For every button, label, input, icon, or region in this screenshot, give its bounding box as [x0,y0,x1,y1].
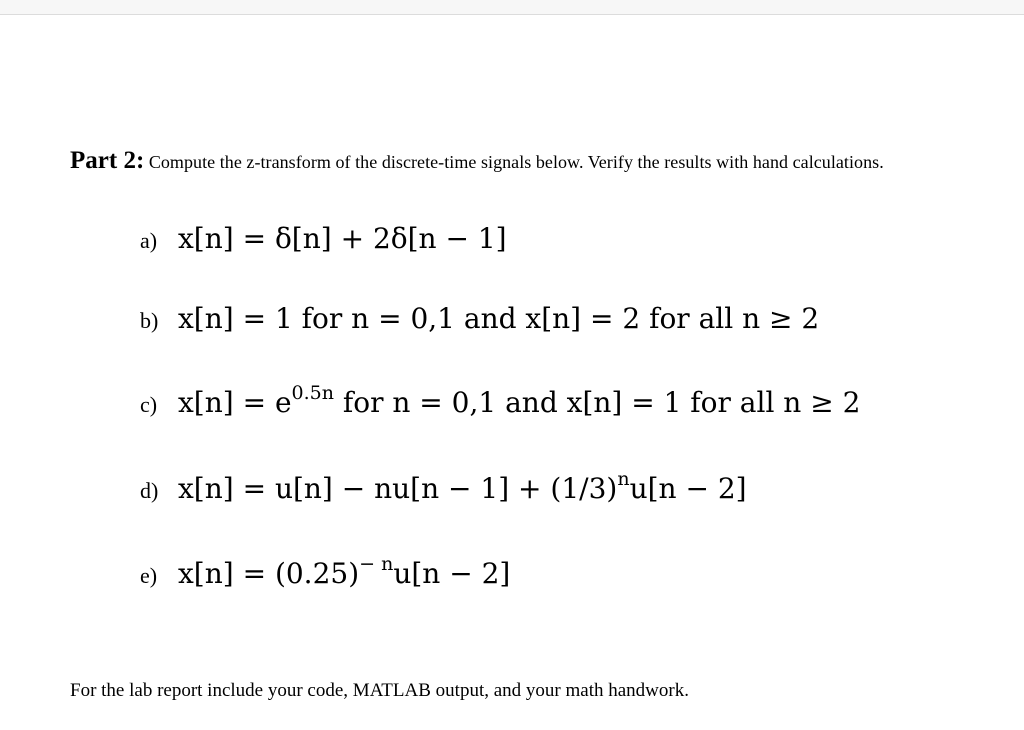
equation-lhs: x[n] = [178,302,275,335]
equation-rhs-pre: u[n] − nu[n − 1] + (1/3) [274,472,618,505]
equation-b [140,302,819,346]
equation-c [140,382,861,430]
equation-exponent: n [617,468,630,490]
equation-label: b) [140,308,159,333]
equation-exponent: 0.5n [291,382,334,404]
equation-lhs: x[n] = [178,386,275,419]
equation-label: e) [140,563,158,588]
equation-rhs: δ[n] + 2δ[n − 1] [274,222,507,255]
equation-label: d) [140,478,159,503]
equation-base: e [274,386,292,419]
equation-rhs: for n = 0,1 and x[n] = 1 for all n ≥ 2 [333,386,861,419]
lab-report-note: For the lab report include your code, MATLAB output, and your math handwork. [70,680,689,701]
equation-e [140,553,511,601]
equation-rhs-post: u[n − 2] [629,472,747,505]
equation-a [140,222,507,266]
equation-lhs: x[n] = [178,472,275,505]
equation-rhs-post: u[n − 2] [393,557,511,590]
part-instructions: Compute the z-transform of the discrete-time signals below. Verify the results with hand calculations. [144,152,884,172]
equation-rhs: 1 for n = 0,1 and x[n] = 2 for all n ≥ 2 [274,302,820,335]
equation-rhs-pre: (0.25) [274,557,360,590]
equation-lhs: x[n] = [178,222,275,255]
equation-d [140,468,747,516]
part-label: Part 2: [70,147,145,174]
part-heading [70,146,1000,177]
equation-lhs: x[n] = [178,557,275,590]
viewer-top-bar [0,0,1024,15]
equation-exponent: − n [359,553,394,575]
equation-label: a) [140,228,158,253]
equation-label: c) [140,392,158,417]
